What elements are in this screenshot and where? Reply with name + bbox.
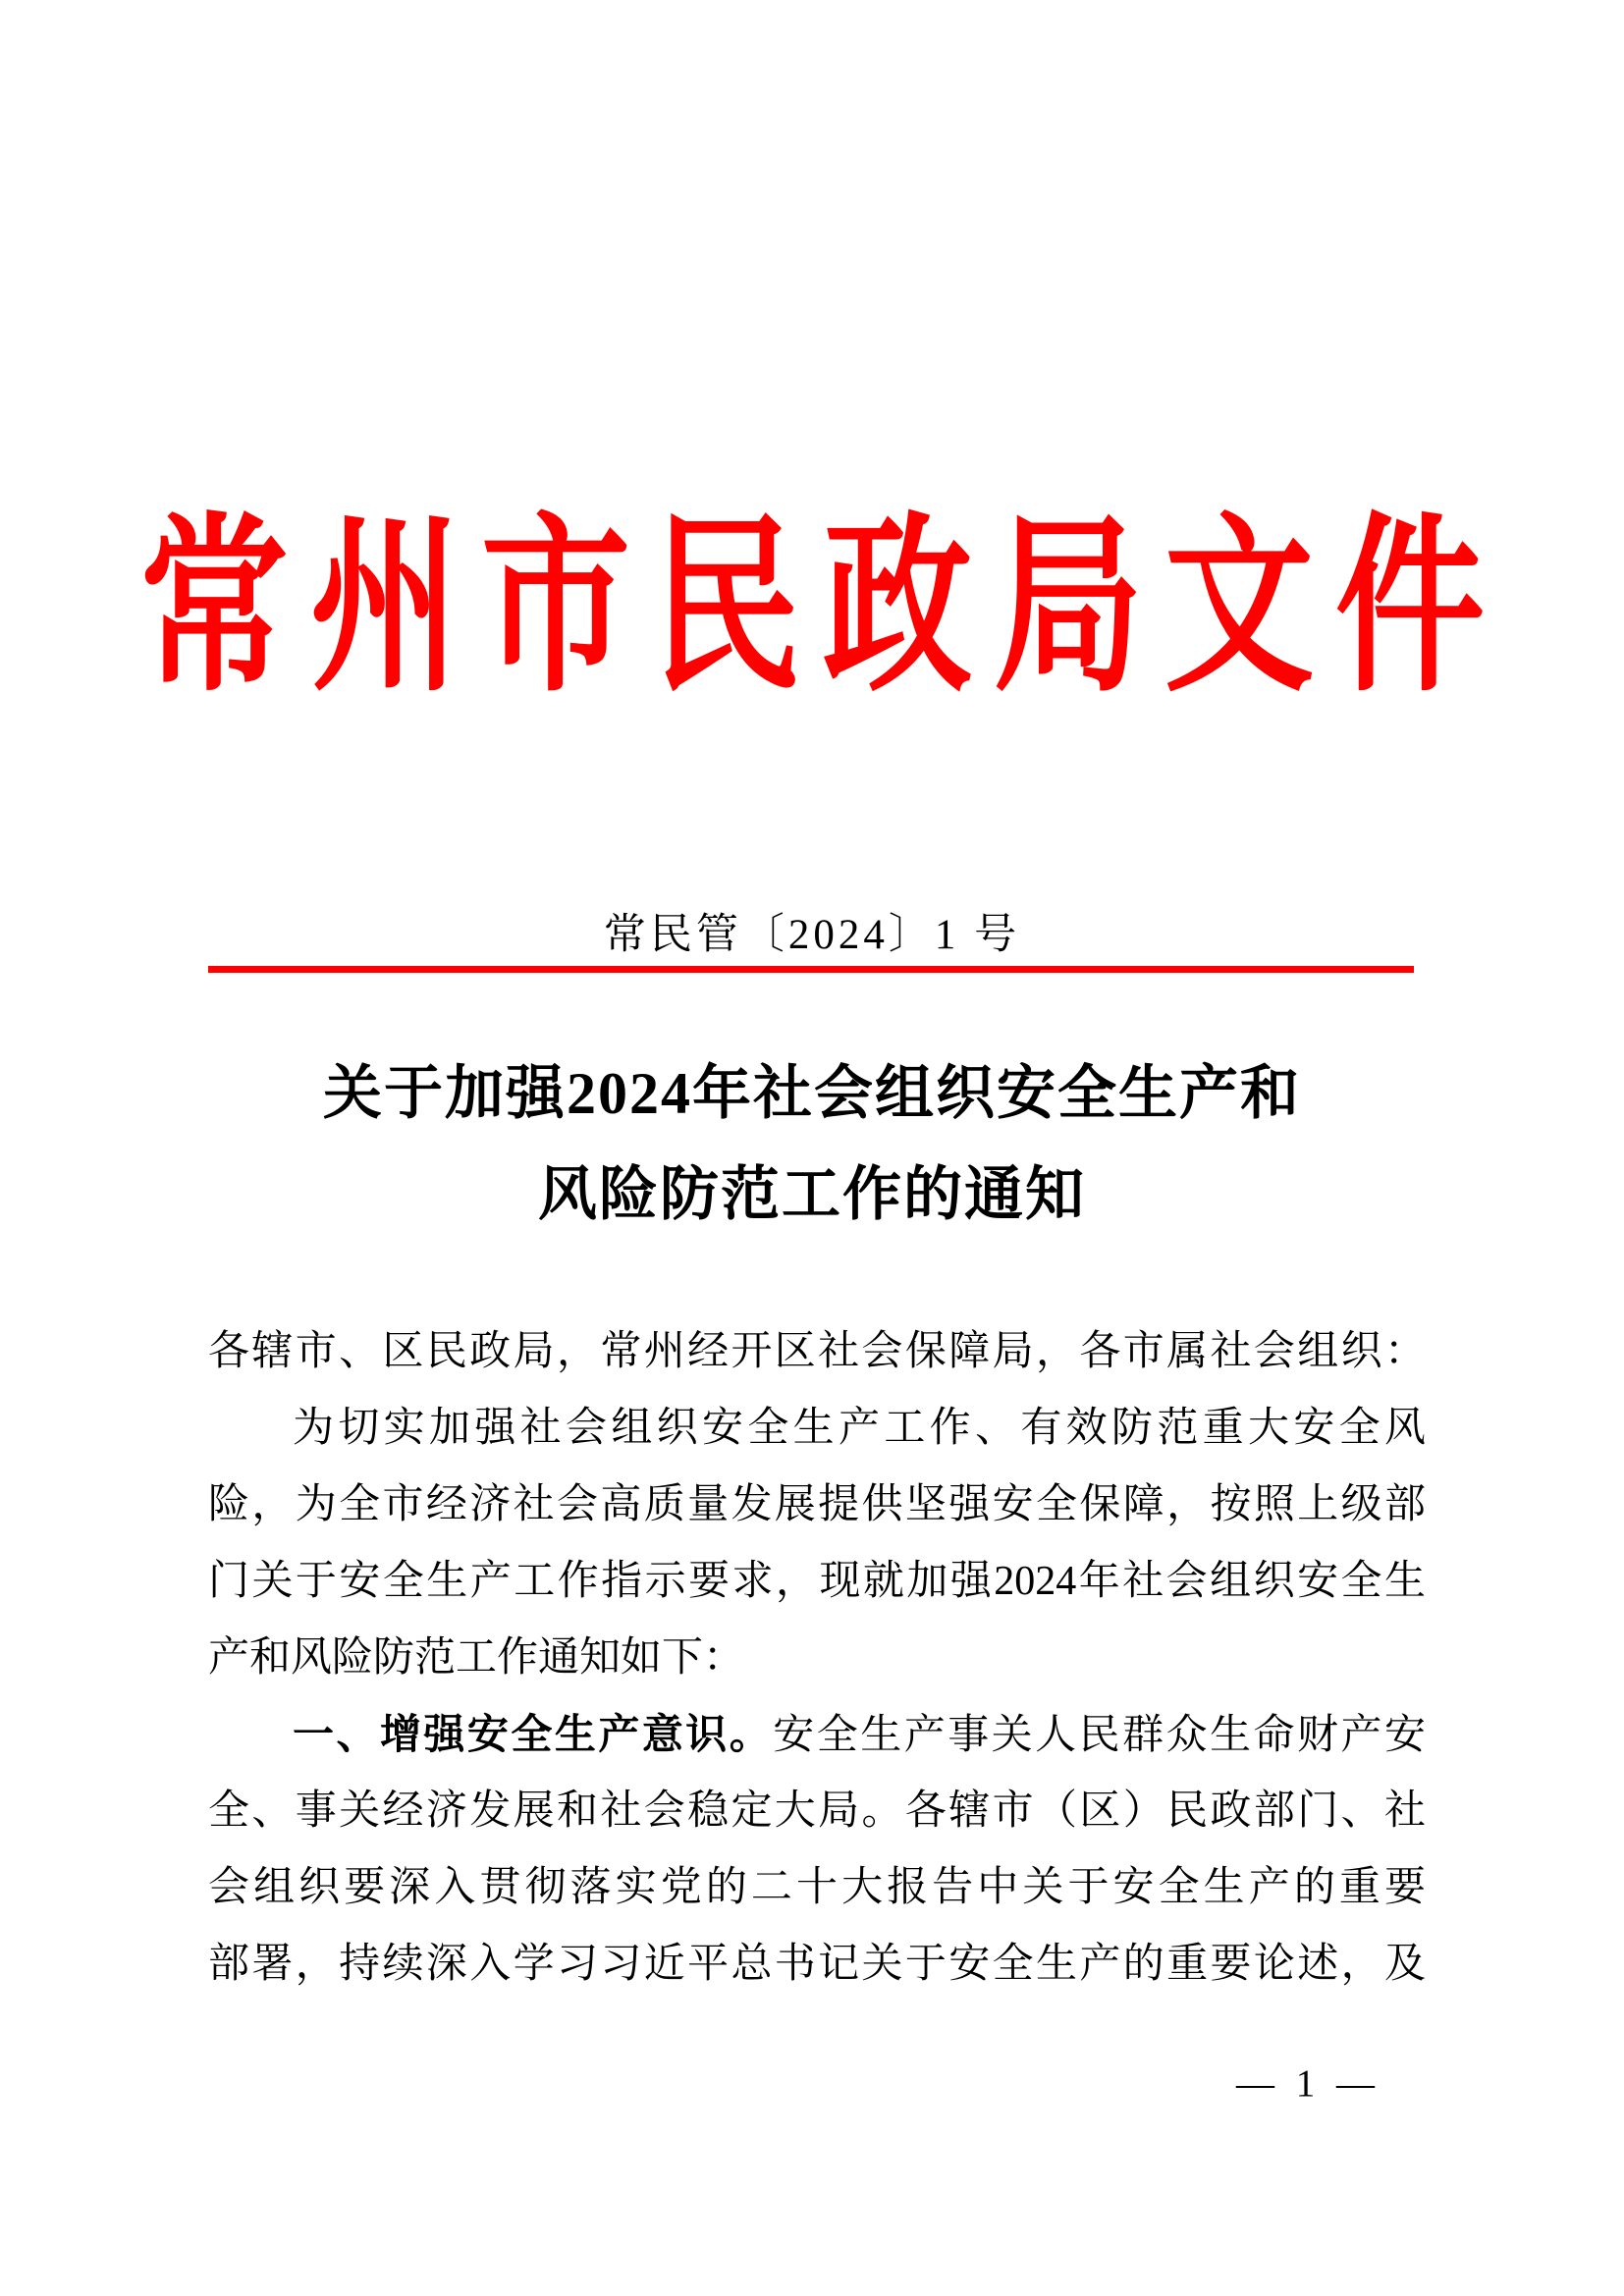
body-line-8: 部署，持续深入学习习近平总书记关于安全生产的重要论述，及 [208,1942,1426,1987]
document-title-line1: 关于加强2024年社会组织安全生产和 [323,1061,1301,1126]
body-line-7: 会组织要深入贯彻落实党的二十大报告中关于安全生产的重要 [208,1865,1426,1910]
body-line-1: 为切实加强社会组织安全生产工作、有效防范重大安全风 [293,1406,1426,1451]
document-number: 常民管〔2024〕1 号 [603,912,1021,958]
body-line-6: 全、事关经济发展和社会稳定大局。各辖市（区）民政部门、社 [208,1789,1426,1834]
section-heading-bold: 一、增强安全生产意识。 [293,1711,774,1757]
document-title-line2: 风险防范工作的通知 [538,1162,1086,1227]
body-line-4: 产和风险防范工作通知如下： [208,1635,745,1681]
body-line-2: 险，为全市经济社会高质量发展提供坚强安全保障，按照上级部 [208,1482,1426,1527]
agency-header-title: 常州市民政局文件 [139,503,1506,715]
body-line-3: 门关于安全生产工作指示要求，现就加强2024年社会组织安全生 [208,1559,1426,1604]
red-divider-line [208,966,1414,973]
body-line-5 [208,1696,1426,1773]
document-body [208,1313,1426,2002]
section-body-text: 安全生产事关人民群众生命财产安 [773,1713,1426,1758]
salutation-line: 各辖市、区民政局，常州经开区社会保障局，各市属社会组织： [208,1329,1426,1374]
document-title [0,1043,1624,1246]
page-number: — 1 — [1236,2062,1380,2105]
